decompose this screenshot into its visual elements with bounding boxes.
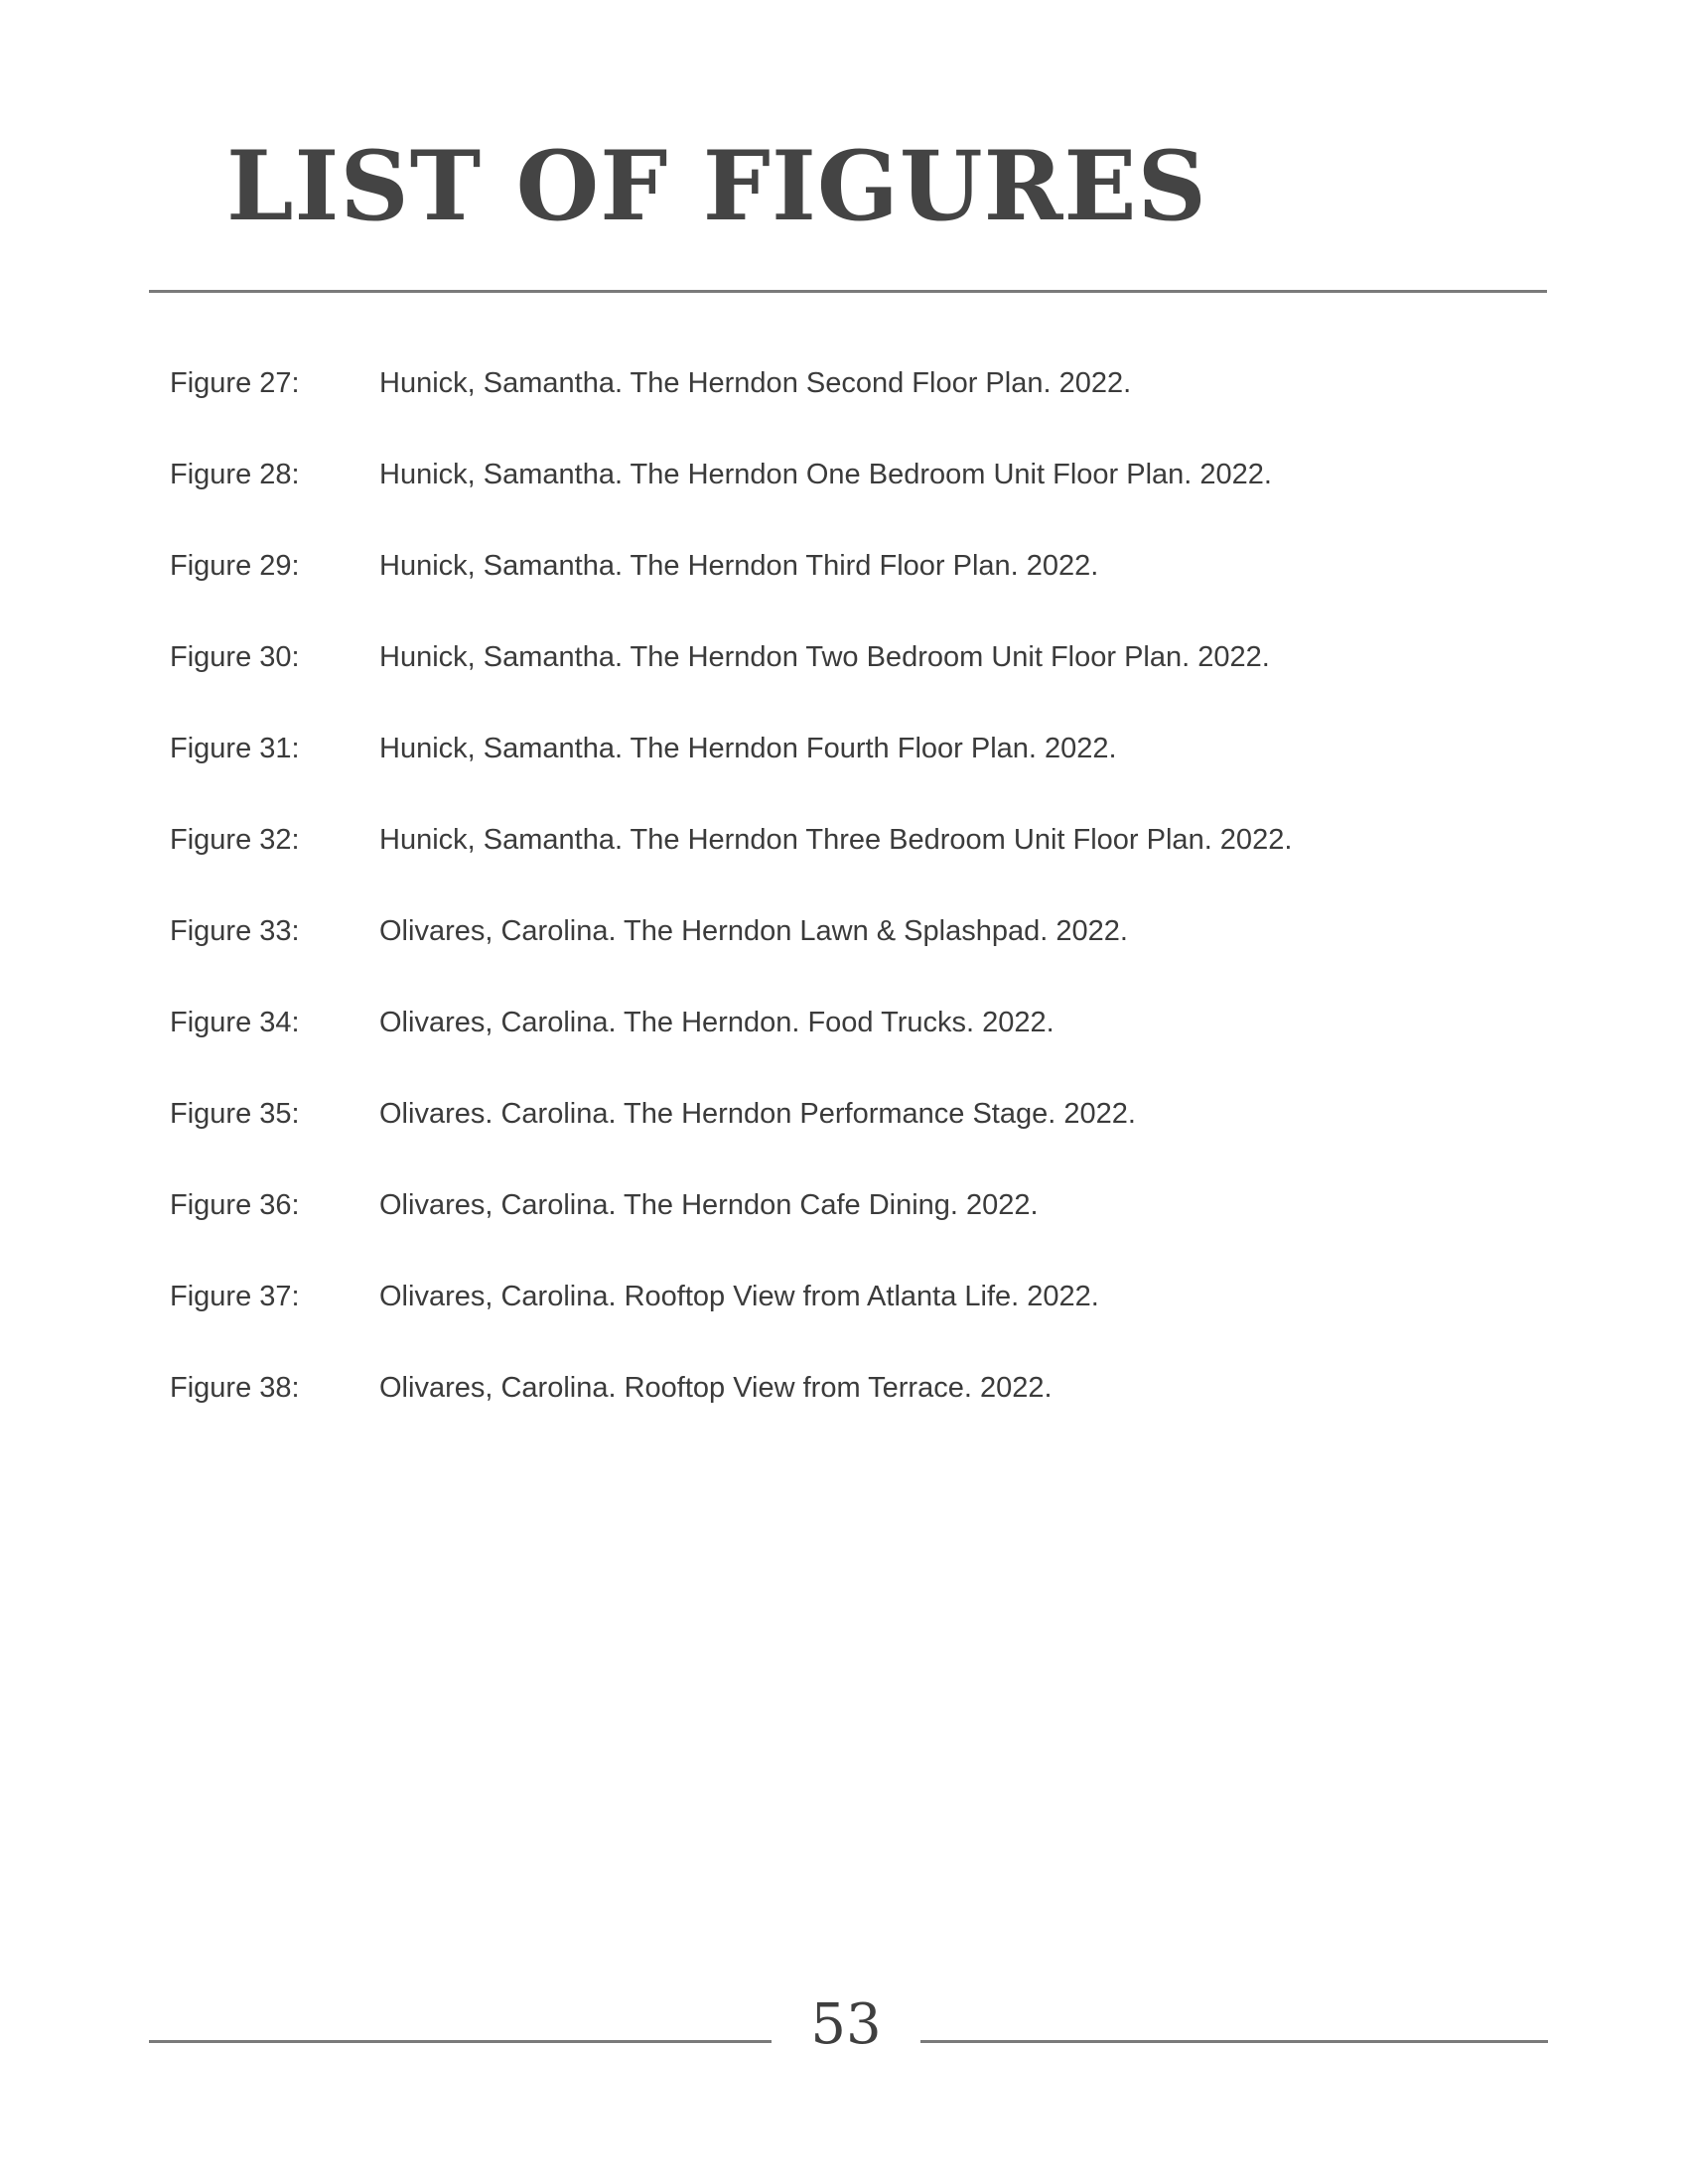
figure-citation: Hunick, Samantha. The Herndon Third Floor Plan. 2022. [379,550,1099,582]
figure-entry [170,459,1490,550]
figure-citation: Hunick, Samantha. The Herndon Three Bedroom Unit Floor Plan. 2022. [379,824,1293,856]
figure-label: Figure 38: [170,1372,300,1404]
figure-citation: Olivares, Carolina. Rooftop View from Terrace. 2022. [379,1372,1053,1404]
figure-citation: Hunick, Samantha. The Herndon Fourth Floor Plan. 2022. [379,733,1117,764]
figure-entry [170,1281,1490,1372]
figure-label: Figure 37: [170,1281,300,1312]
figure-citation: Hunick, Samantha. The Herndon Second Floor Plan. 2022. [379,367,1132,399]
page-title: LIST OF FIGURES [226,130,1207,242]
figure-entry [170,1189,1490,1281]
figure-citation: Olivares. Carolina. The Herndon Performance Stage. 2022. [379,1098,1136,1130]
figure-citation: Olivares, Carolina. The Herndon Cafe Dining. 2022. [379,1189,1039,1221]
figure-list [170,367,1490,1463]
figure-entry [170,733,1490,824]
title-divider [149,290,1547,293]
footer-divider-left [149,2040,772,2043]
figure-entry [170,641,1490,733]
page-number: 53 [810,1992,882,2057]
figure-label: Figure 29: [170,550,300,582]
figure-entry [170,367,1490,459]
figure-entry [170,1098,1490,1189]
figure-label: Figure 31: [170,733,300,764]
figure-label: Figure 36: [170,1189,300,1221]
figure-citation: Olivares, Carolina. Rooftop View from Atlanta Life. 2022. [379,1281,1099,1312]
figure-citation: Hunick, Samantha. The Herndon One Bedroom Unit Floor Plan. 2022. [379,459,1272,490]
figure-label: Figure 28: [170,459,300,490]
figure-entry [170,550,1490,641]
figure-citation: Olivares, Carolina. The Herndon Lawn & Splashpad. 2022. [379,915,1128,947]
figure-label: Figure 35: [170,1098,300,1130]
figure-label: Figure 30: [170,641,300,673]
figure-label: Figure 34: [170,1007,300,1038]
figure-citation: Hunick, Samantha. The Herndon Two Bedroom Unit Floor Plan. 2022. [379,641,1270,673]
figure-entry [170,824,1490,915]
footer-divider-right [920,2040,1548,2043]
figure-label: Figure 27: [170,367,300,399]
figure-label: Figure 32: [170,824,300,856]
figure-entry [170,915,1490,1007]
figure-label: Figure 33: [170,915,300,947]
figure-citation: Olivares, Carolina. The Herndon. Food Trucks. 2022. [379,1007,1055,1038]
figure-entry [170,1372,1490,1463]
figure-entry [170,1007,1490,1098]
